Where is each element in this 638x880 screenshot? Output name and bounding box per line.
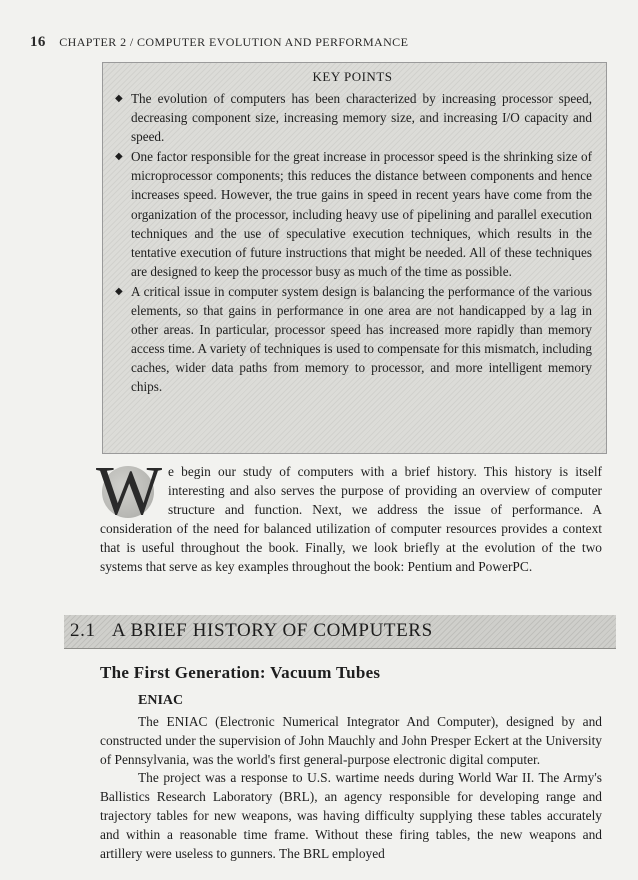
key-points-box bbox=[102, 62, 607, 454]
body-paragraph: The project was a response to U.S. wartime needs during World War II. The Army's Ballistics Research Laboratory (BRL), an agency responsible for developing range and trajectory tables for new weapons, was having difficulty supplying these tables accurately and within a reasonable time frame. Without these firing tables, the new weapons and artillery were useless to gunners. The BRL employed bbox=[100, 770, 602, 861]
page-header bbox=[30, 34, 620, 51]
key-point-item bbox=[113, 89, 592, 146]
bullet-icon: ◆ bbox=[115, 151, 123, 163]
running-title: CHAPTER 2 / COMPUTER EVOLUTION AND PERFORMANCE bbox=[59, 35, 409, 49]
page-number: 16 bbox=[30, 34, 46, 50]
key-point-text: The evolution of computers has been characterized by increasing processor speed, decreasing component size, increasing memory size, and increasing I/O capacity and speed. bbox=[131, 91, 592, 145]
key-point-text: A critical issue in computer system design is balancing the performance of the various elements, so that gains in performance in one area are not handicapped by a lag in other areas. In particular, processor speed has increased more rapidly than memory access time. A variety of techniques is used to compensate for this mismatch, including caches, wider data paths from memory to processor, and more intelligent memory chips. bbox=[131, 283, 592, 395]
intro-text: e begin our study of computers with a brief history. This history is itself interesting and also serves the purpose of providing an overview of computer structure and function. Next, we address the issue of performance. A consideration of the need for balanced utilization of computer resources provides a context that is useful throughout the book. Finally, we look briefly at the evolution of the two systems that serve as key examples throughout the book: Pentium and PowerPC. bbox=[100, 464, 602, 574]
key-points-title: KEY POINTS bbox=[312, 69, 393, 84]
section-number: 2.1 bbox=[70, 620, 96, 641]
section-heading bbox=[70, 620, 433, 642]
drop-cap-letter: W bbox=[96, 453, 163, 530]
key-points-list bbox=[113, 89, 592, 397]
section-title: A BRIEF HISTORY OF COMPUTERS bbox=[111, 620, 433, 641]
subsubsection-heading: ENIAC bbox=[138, 693, 184, 708]
body-text bbox=[100, 713, 602, 863]
intro-paragraph bbox=[96, 453, 602, 576]
bullet-icon: ◆ bbox=[115, 93, 123, 104]
body-paragraph: The ENIAC (Electronic Numerical Integrator And Computer), designed by and constructed under the supervision of John Mauchly and John Presper Eckert at the University of Pennsylvania, was the world's first general-purpose electronic digital computer. bbox=[100, 714, 602, 767]
key-point-item bbox=[113, 282, 592, 397]
drop-cap bbox=[96, 453, 164, 530]
bullet-icon: ◆ bbox=[115, 285, 123, 297]
key-point-item bbox=[113, 147, 592, 281]
subsection-heading: The First Generation: Vacuum Tubes bbox=[100, 663, 381, 682]
key-point-text: One factor responsible for the great increase in processor speed is the shrinking size of microprocessor components; this reduces the distance between components and hence increases speed. However, the true gains in speed in recent years have come from the organization of the processor, including heavy use of pipelining and parallel execution techniques and the use of speculative execution techniques, which results in the tentative execution of future instructions that might be needed. All of these techniques are designed to keep the processor busy as much of the time as possible. bbox=[131, 149, 592, 279]
